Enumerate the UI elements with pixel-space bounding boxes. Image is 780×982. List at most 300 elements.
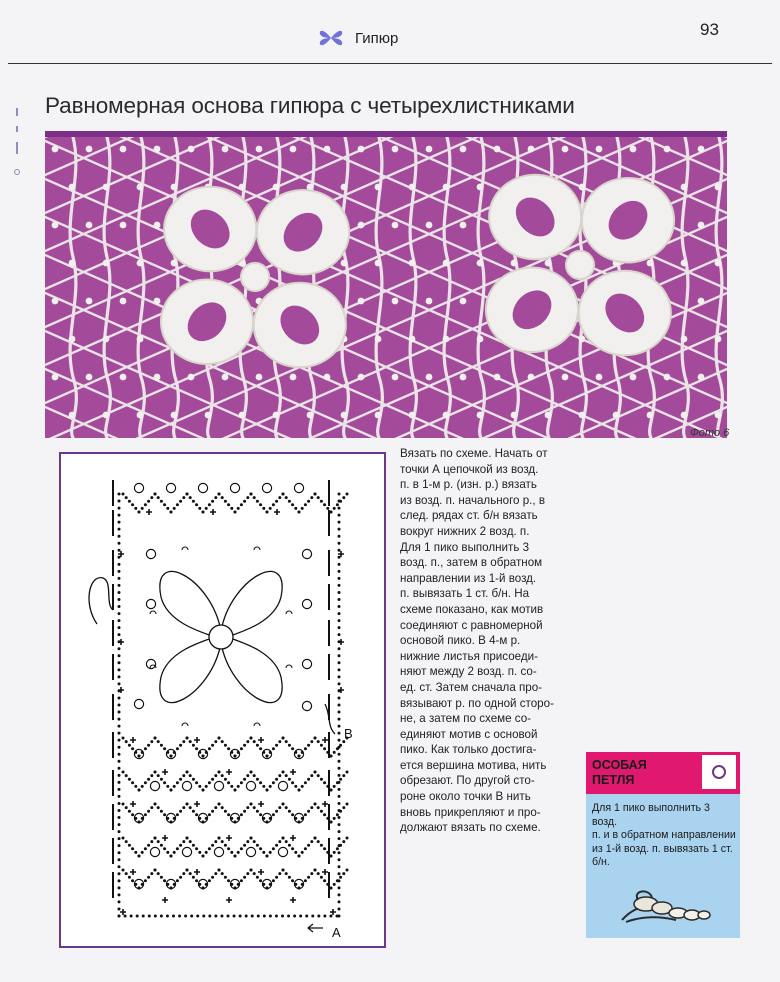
mesh-knot — [358, 146, 365, 153]
chain-stitch — [256, 876, 259, 879]
chain-stitch — [320, 810, 323, 813]
chain-stitch — [291, 503, 294, 506]
chain-stitch — [278, 774, 281, 777]
chain-stitch — [333, 507, 336, 510]
joining-stitch-mark — [286, 665, 292, 668]
chain-stitch — [214, 915, 217, 918]
chain-stitch — [208, 781, 211, 784]
chain-stitch — [118, 718, 121, 721]
chain-stitch — [240, 503, 243, 506]
chain-stitch — [131, 503, 134, 506]
chain-stitch — [311, 915, 314, 918]
instruction-line: не, а затем по схеме со- — [400, 712, 532, 726]
chain-stitch — [182, 806, 185, 809]
chain-stitch — [317, 496, 320, 499]
mesh-knot — [698, 222, 705, 229]
chain-stitch — [266, 855, 269, 858]
chain-stitch — [142, 915, 145, 918]
page-header — [0, 0, 780, 66]
chain-stitch — [118, 563, 121, 566]
instruction-line: Вязать по схеме. Начать от — [400, 447, 548, 460]
chain-stitch — [128, 500, 131, 503]
chain-stitch — [333, 751, 336, 754]
chain-stitch — [240, 847, 243, 850]
chain-stitch — [131, 847, 134, 850]
mesh-knot — [409, 412, 416, 419]
special-stitch-header — [586, 752, 740, 794]
chain-stitch — [122, 493, 125, 496]
chain-stitch — [147, 744, 150, 747]
chain-stitch — [214, 806, 217, 809]
instruction-line: единяют мотив с основой — [400, 727, 538, 741]
special-stitch-line: Для 1 пико выполнить 3 возд. — [592, 802, 710, 828]
instruction-line: ед. ст. Затем сначала про- — [400, 680, 543, 694]
chain-stitch — [125, 774, 128, 777]
chain-stitch — [198, 851, 201, 854]
page-title: Равномерная основа гипюра с четырехлистниками — [45, 93, 575, 118]
instruction-line: вновь прикрепляют и про- — [400, 805, 541, 819]
chain-stitch — [150, 840, 153, 843]
picot — [150, 847, 159, 856]
chain-stitch — [178, 915, 181, 918]
chain-stitch — [338, 675, 341, 678]
picot — [146, 659, 155, 668]
chain-stitch — [182, 740, 185, 743]
chain-stitch — [333, 817, 336, 820]
chain-stitch — [230, 883, 233, 886]
mesh-knot — [86, 298, 93, 305]
mesh-knot — [630, 146, 637, 153]
chain-stitch — [205, 751, 208, 754]
chain-stitch — [118, 753, 121, 756]
chain-stitch — [298, 755, 301, 758]
chain-stitch — [160, 778, 163, 781]
chain-stitch — [330, 887, 333, 890]
chain-stitch — [262, 851, 265, 854]
mesh-knot — [545, 412, 552, 419]
joining-stitch-mark — [286, 611, 292, 614]
chain-stitch — [338, 788, 341, 791]
chain-stitch — [122, 869, 125, 872]
chain-stitch — [186, 737, 189, 740]
mesh-knot — [256, 374, 263, 381]
picot — [166, 483, 175, 492]
single-crochet-mark — [258, 869, 264, 875]
chain-stitch — [339, 844, 342, 847]
chain-stitch — [234, 855, 237, 858]
picot — [294, 483, 303, 492]
chain-stitch — [338, 507, 341, 510]
chain-stitch — [259, 503, 262, 506]
chain-stitch — [230, 785, 233, 788]
chain-stitch — [338, 591, 341, 594]
chain-stitch — [307, 844, 310, 847]
mesh-knot — [528, 374, 535, 381]
chain-stitch — [179, 778, 182, 781]
chain-stitch — [338, 711, 341, 714]
picot — [214, 847, 223, 856]
chain-stitch — [338, 837, 341, 840]
chain-stitch — [314, 493, 317, 496]
chain-stitch — [166, 751, 169, 754]
chain-stitch — [118, 725, 121, 728]
chain-stitch — [291, 813, 294, 816]
single-crochet-mark — [258, 737, 264, 743]
chain-stitch — [342, 872, 345, 875]
chain-stitch — [157, 496, 160, 499]
mesh-knot — [273, 184, 280, 191]
chain-stitch — [253, 806, 256, 809]
picot — [302, 701, 311, 710]
chain-stitch — [141, 507, 144, 510]
chain-stitch — [134, 883, 137, 886]
chain-stitch — [234, 887, 237, 890]
chain-stitch — [179, 500, 182, 503]
chain-stitch — [195, 847, 198, 850]
chain-stitch — [147, 778, 150, 781]
chain-stitch — [262, 507, 265, 510]
picot — [246, 847, 255, 856]
chain-stitch — [301, 785, 304, 788]
instruction-line: п. вывязать 1 ст. б/н. На — [400, 587, 530, 601]
chain-stitch — [310, 806, 313, 809]
single-crochet-mark — [130, 737, 136, 743]
chain-stitch — [287, 915, 290, 918]
chain-stitch — [269, 507, 272, 510]
mesh-knot — [52, 298, 59, 305]
picot — [302, 659, 311, 668]
mesh-knot — [188, 374, 195, 381]
chain-stitch — [227, 813, 230, 816]
chain-stitch — [122, 737, 125, 740]
single-crochet-mark — [226, 835, 232, 841]
mesh-knot — [426, 374, 433, 381]
mesh-knot — [52, 222, 59, 229]
chain-stitch — [304, 847, 307, 850]
chain-stitch — [320, 500, 323, 503]
chain-stitch — [189, 496, 192, 499]
chain-stitch — [118, 633, 121, 636]
chain-stitch — [243, 744, 246, 747]
chain-stitch — [285, 496, 288, 499]
chain-stitch — [195, 879, 198, 882]
mesh-knot — [188, 146, 195, 153]
chain-stitch — [173, 851, 176, 854]
chain-stitch — [291, 847, 294, 850]
chain-stitch — [198, 817, 201, 820]
chain-stitch — [170, 887, 173, 890]
chain-stitch — [173, 817, 176, 820]
single-crochet-mark — [338, 639, 344, 645]
mesh-knot — [392, 298, 399, 305]
chain-stitch — [211, 500, 214, 503]
chain-stitch — [118, 809, 121, 812]
chain-stitch — [157, 740, 160, 743]
chain-stitch — [160, 915, 163, 918]
instruction-line: п. в 1-м р. (изн. р.) вязать — [400, 478, 537, 492]
chain-stitch — [218, 771, 221, 774]
chain-stitch — [256, 844, 259, 847]
point-b-label: B — [344, 726, 353, 741]
chain-stitch — [118, 626, 121, 629]
mesh-knot — [120, 374, 127, 381]
chain-stitch — [118, 886, 121, 889]
chain-stitch — [338, 570, 341, 573]
chain-stitch — [205, 817, 208, 820]
chain-stitch — [291, 879, 294, 882]
chain-stitch — [227, 847, 230, 850]
motif-leaf-outline — [160, 571, 221, 637]
single-crochet-mark — [210, 509, 216, 515]
mesh-knot — [443, 260, 450, 267]
chain-stitch — [320, 778, 323, 781]
mesh-knot — [375, 260, 382, 267]
chain-stitch — [208, 847, 211, 850]
instruction-line: обрезают. По другой сто- — [400, 774, 535, 788]
chain-stitch — [256, 778, 259, 781]
instruction-line: роне около точки В нить — [400, 790, 531, 804]
chain-stitch — [338, 633, 341, 636]
chain-stitch — [338, 514, 341, 517]
mesh-knot — [120, 146, 127, 153]
chain-stitch — [314, 771, 317, 774]
single-crochet-mark — [330, 909, 336, 915]
mesh-knot — [545, 260, 552, 267]
special-stitch-line: б/н. — [592, 856, 610, 869]
chain-stitch — [186, 837, 189, 840]
chain-stitch — [118, 542, 121, 545]
photo-caption: Фото 6 — [690, 427, 730, 439]
chain-stitch — [243, 844, 246, 847]
mesh-knot — [273, 412, 280, 419]
chain-stitch — [173, 883, 176, 886]
chain-stitch — [150, 806, 153, 809]
chain-stitch — [237, 507, 240, 510]
joining-stitch-mark — [254, 723, 260, 726]
chain-stitch — [269, 751, 272, 754]
chain-stitch — [256, 810, 259, 813]
motif-center — [566, 251, 594, 279]
chain-stitch — [208, 813, 211, 816]
chain-stitch — [256, 500, 259, 503]
chain-stitch — [211, 810, 214, 813]
chain-stitch — [259, 781, 262, 784]
chain-stitch — [338, 718, 341, 721]
mesh-knot — [681, 412, 688, 419]
motif-center-ring — [209, 625, 233, 649]
chain-stitch — [263, 915, 266, 918]
chain-stitch — [330, 821, 333, 824]
chain-stitch — [118, 654, 121, 657]
chain-stitch — [282, 803, 285, 806]
mesh-knot — [681, 184, 688, 191]
chain-stitch — [251, 915, 254, 918]
chain-stitch — [138, 887, 141, 890]
chain-stitch — [338, 732, 341, 735]
chain-stitch — [221, 872, 224, 875]
chain-stitch — [326, 817, 329, 820]
chain-stitch — [250, 493, 253, 496]
chain-stitch — [214, 840, 217, 843]
chain-stitch — [282, 837, 285, 840]
chain-stitch — [240, 747, 243, 750]
chain-stitch — [131, 813, 134, 816]
chain-stitch — [338, 774, 341, 777]
mesh-knot — [596, 146, 603, 153]
chain-stitch — [224, 744, 227, 747]
mesh-knot — [137, 260, 144, 267]
lace-photo — [45, 131, 730, 439]
mesh-knot — [222, 374, 229, 381]
chain-stitch — [250, 837, 253, 840]
chain-stitch — [253, 872, 256, 875]
mesh-knot — [664, 374, 671, 381]
chain-stitch — [338, 753, 341, 756]
chain-stitch — [275, 810, 278, 813]
chain-stitch — [189, 740, 192, 743]
chain-stitch — [118, 549, 121, 552]
mesh-knot — [647, 260, 654, 267]
motif-leaf-outline — [160, 637, 221, 703]
chain-stitch — [118, 507, 121, 510]
chain-stitch — [118, 788, 121, 791]
mesh-knot — [154, 298, 161, 305]
special-stitch-body — [586, 794, 740, 938]
chain-stitch — [118, 907, 121, 910]
mesh-knot — [460, 222, 467, 229]
chain-stitch — [243, 778, 246, 781]
chain-stitch — [266, 789, 269, 792]
single-crochet-mark — [322, 869, 328, 875]
chain-stitch — [211, 844, 214, 847]
single-crochet-mark — [120, 909, 126, 915]
chain-stitch — [125, 806, 128, 809]
chain-stitch — [338, 584, 341, 587]
chain-stitch — [320, 876, 323, 879]
chain-stitch — [134, 751, 137, 754]
chain-stitch — [338, 535, 341, 538]
instruction-line: пико. Как только достига- — [400, 743, 537, 757]
chain-stitch — [338, 549, 341, 552]
chain-stitch — [338, 704, 341, 707]
single-crochet-mark — [322, 801, 328, 807]
chain-stitch — [221, 774, 224, 777]
mesh-knot — [86, 374, 93, 381]
chain-stitch — [224, 778, 227, 781]
chain-stitch — [128, 876, 131, 879]
chain-stitch — [342, 840, 345, 843]
chain-stitch — [278, 872, 281, 875]
chain-stitch — [150, 774, 153, 777]
mesh-knot — [103, 412, 110, 419]
chain-stitch — [330, 511, 333, 514]
chain-stitch — [122, 803, 125, 806]
chain-stitch — [282, 869, 285, 872]
mesh-knot — [222, 146, 229, 153]
mesh-knot — [137, 336, 144, 343]
chain-stitch — [202, 915, 205, 918]
chain-stitch — [176, 781, 179, 784]
mesh-knot — [171, 184, 178, 191]
chain-stitch — [195, 503, 198, 506]
mesh-knot — [715, 260, 722, 267]
chain-stitch — [147, 810, 150, 813]
chain-stitch — [262, 785, 265, 788]
chain-stitch — [307, 744, 310, 747]
chain-stitch — [230, 507, 233, 510]
chain-stitch — [227, 915, 230, 918]
chain-stitch — [243, 500, 246, 503]
circle-icon — [702, 755, 736, 789]
chain-stitch — [198, 751, 201, 754]
single-crochet-mark — [118, 639, 124, 645]
chain-stitch — [141, 851, 144, 854]
chain-stitch — [125, 496, 128, 499]
chain-stitch — [246, 840, 249, 843]
chain-stitch — [237, 785, 240, 788]
chain-stitch — [131, 781, 134, 784]
chain-stitch — [294, 751, 297, 754]
single-crochet-mark — [130, 869, 136, 875]
chain-stitch — [184, 915, 187, 918]
chain-stitch — [118, 746, 121, 749]
chain-stitch — [173, 751, 176, 754]
chain-stitch — [338, 907, 341, 910]
chain-stitch — [130, 915, 133, 918]
chain-stitch — [173, 785, 176, 788]
chain-stitch — [118, 675, 121, 678]
chain-stitch — [154, 803, 157, 806]
chain-stitch — [338, 886, 341, 889]
chain-stitch — [338, 612, 341, 615]
chain-stitch — [333, 785, 336, 788]
mesh-knot — [681, 336, 688, 343]
chain-stitch — [288, 876, 291, 879]
mesh-knot — [154, 146, 161, 153]
chain-stitch — [323, 781, 326, 784]
chain-stitch — [118, 844, 121, 847]
chain-stitch — [166, 851, 169, 854]
chain-stitch — [307, 876, 310, 879]
chain-stitch — [118, 767, 121, 770]
chain-stitch — [221, 840, 224, 843]
mesh-knot — [477, 412, 484, 419]
mesh-knot — [460, 298, 467, 305]
chain-stitch — [148, 915, 151, 918]
chain-stitch — [338, 605, 341, 608]
chain-stitch — [118, 500, 121, 503]
single-crochet-mark — [226, 897, 232, 903]
chain-stitch — [163, 847, 166, 850]
chain-stitch — [227, 503, 230, 506]
chain-stitch — [338, 739, 341, 742]
joining-stitch-mark — [182, 547, 188, 550]
instruction-line: схеме показано, как мотив — [400, 602, 544, 616]
chain-stitch — [338, 647, 341, 650]
chain-stitch — [338, 767, 341, 770]
chain-stitch — [304, 781, 307, 784]
chain-stitch — [250, 737, 253, 740]
chain-stitch — [198, 507, 201, 510]
chain-stitch — [131, 879, 134, 882]
chain-stitch — [301, 851, 304, 854]
chain-stitch — [176, 813, 179, 816]
chain-stitch — [281, 915, 284, 918]
picot — [150, 781, 159, 790]
mesh-knot — [69, 336, 76, 343]
single-crochet-mark — [258, 801, 264, 807]
chain-stitch — [179, 744, 182, 747]
